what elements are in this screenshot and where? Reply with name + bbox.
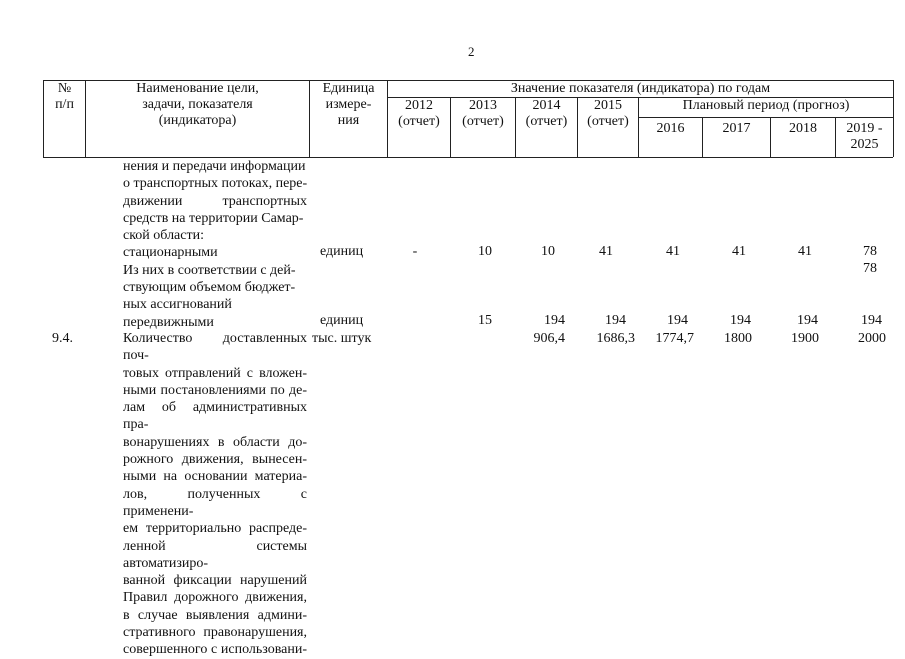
page-number: 2 xyxy=(468,44,475,59)
value-2015: 41 xyxy=(599,244,613,259)
header-year-2013: 2013 (отчет) xyxy=(462,98,504,129)
value-2014: 10 xyxy=(541,244,555,259)
text-line: товых отправлений с вложен- xyxy=(123,365,307,381)
header-plan-2018: 2018 xyxy=(789,121,817,136)
header-year-2012: 2012 (отчет) xyxy=(398,98,440,129)
value-2017: 41 xyxy=(732,244,746,259)
value-2019-2025: 2000 xyxy=(858,331,886,346)
text-line: стративного правонарушения, xyxy=(123,625,307,641)
text-line: лам об административных пра- xyxy=(123,400,307,433)
header-year-2015: 2015 (отчет) xyxy=(587,98,629,129)
text-line: ленной системы автоматизиро- xyxy=(123,538,307,571)
text-line: передвижными xyxy=(123,314,214,330)
value-2013: 15 xyxy=(478,313,492,328)
grid-col-11 xyxy=(893,80,894,157)
text-line: Правил дорожного движения, xyxy=(123,590,307,606)
row-9-4-description xyxy=(123,330,307,659)
unit-cell: единиц xyxy=(320,244,364,259)
header-plan-2019-2025: 2019 - 2025 xyxy=(846,121,883,152)
value-2018: 194 xyxy=(797,313,818,328)
value-2016: 194 xyxy=(667,313,688,328)
header-year-2014: 2014 (отчет) xyxy=(525,98,568,129)
value-2012: - xyxy=(412,244,418,259)
header-plan-2017: 2017 xyxy=(722,121,751,136)
text-line: ской области: xyxy=(123,228,204,244)
text-line: Количество доставленных поч- xyxy=(123,331,307,364)
header-name: Наименование цели, задачи, показателя (индикатора) xyxy=(136,81,259,128)
text-line: ем территориально распреде- xyxy=(123,521,307,537)
text-line: Из них в соответствии с дей- xyxy=(123,262,296,278)
text-line: ными на основании материа- xyxy=(123,469,307,485)
text-line: в случае выявления админи- xyxy=(123,607,307,623)
text-line: лов, полученных с применени- xyxy=(123,486,307,519)
text-line: нения и передачи информации xyxy=(123,159,306,174)
value-2019-2025: 78 xyxy=(863,244,877,259)
header-num: № п/п xyxy=(55,81,74,112)
text-line: о транспортных потоках, пере- xyxy=(123,176,308,192)
value-2016: 1774,7 xyxy=(655,331,694,346)
text-line: стационарными xyxy=(123,245,218,261)
value-2018: 41 xyxy=(798,244,812,259)
unit-cell: тыс. штук xyxy=(312,331,372,346)
unit-cell: единиц xyxy=(320,313,364,328)
text-line: ных ассигнований xyxy=(123,297,232,313)
text-line: ными постановлениями по де- xyxy=(123,382,307,398)
text-line: ствующим объемом бюджет- xyxy=(123,280,296,296)
value-2014: 906,4 xyxy=(533,331,565,346)
header-plan-title: Плановый период (прогноз) xyxy=(682,98,850,113)
text-line: средств на территории Самар- xyxy=(123,210,304,226)
row-number: 9.4. xyxy=(52,331,73,346)
value-2018: 1900 xyxy=(791,331,819,346)
value-2017: 194 xyxy=(730,313,751,328)
value-2015: 1686,3 xyxy=(596,331,635,346)
block1-text xyxy=(123,158,323,331)
value-2014: 194 xyxy=(544,313,565,328)
header-plan-2016: 2016 xyxy=(656,121,685,136)
header-values-title: Значение показателя (индикатора) по годам xyxy=(510,81,771,96)
text-line: ванной фиксации нарушений xyxy=(123,573,307,589)
text-line: рожного движения, вынесен- xyxy=(123,452,307,468)
text-line: вонарушениях в области до- xyxy=(123,434,307,450)
text-line: движении транспортных xyxy=(123,193,307,209)
value-2016: 41 xyxy=(666,244,680,259)
plan-subrow-border xyxy=(638,117,893,118)
header-unit: Единица измере- ния xyxy=(322,81,375,128)
text-line: совершенного с использовани- xyxy=(123,642,307,658)
value-2019-2025: 194 xyxy=(861,313,882,328)
value-2019-2025-budget: 78 xyxy=(863,261,877,276)
value-2017: 1800 xyxy=(724,331,752,346)
value-2015: 194 xyxy=(605,313,626,328)
value-2013: 10 xyxy=(478,244,492,259)
